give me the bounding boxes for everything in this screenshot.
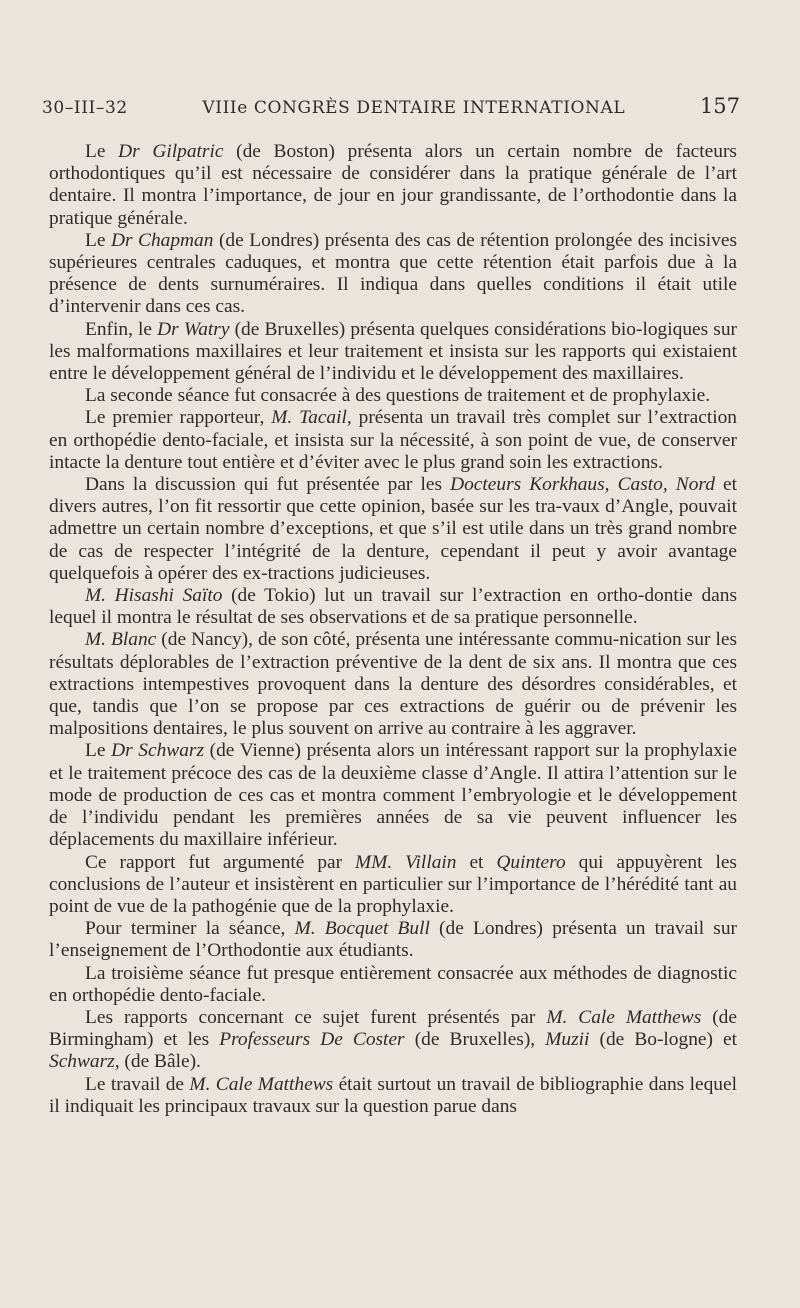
paragraph: [49, 385, 737, 407]
text-run: (de Vienne) présenta alors un intéressant rapport sur la prophylaxie et le traitement précoce des cas de la deuxième classe d’Angle. Il attira l’attention sur le mode de production de ces cas et montra comment l’embryologie et le développement de l’individu pendant les premières années de sa vie peuvent influencer les déplacements du maxillaire inférieur.: [49, 740, 737, 851]
italic-name: Dr Gilpatric: [118, 141, 224, 162]
header-date: 30–III–32: [42, 98, 128, 118]
paragraph: [49, 141, 737, 230]
italic-name: Dr Schwarz: [111, 740, 204, 762]
text-run: (de Londres) présenta des cas de rétention prolongée des incisives supérieures centrales caduques, et montra que cette rétention était parfois due à la présence de dents surnuméraires. Il indiqua dans quelles conditions il était utile d’intervenir dans ces cas.: [49, 229, 737, 318]
italic-name: M. Bocquet Bull: [294, 918, 430, 940]
paragraph: [49, 918, 737, 962]
text-run: (de Bâle).: [119, 1051, 201, 1073]
italic-name: Quintero: [496, 851, 566, 873]
text-run: Pour terminer la séance,: [85, 918, 295, 940]
text-run: Les rapports concernant ce sujet furent présentés par: [85, 1006, 547, 1028]
text-run: Dans la discussion qui fut présentée par les: [85, 474, 451, 496]
text-run: et divers autres, l’on fit ressortir que cette opinion, basée sur les tra-vaux d’Angle, pouvait admettre un certain nombre d’exceptions, et que s’il est utile dans un très grand nombre de cas de respecter l’intégrité de la denture, cependant il peut y avoir avantage quelquefois à opérer des ex-tractions judicieuses.: [49, 474, 737, 584]
italic-name: M. Blanc: [85, 629, 157, 651]
paragraph: [49, 474, 737, 585]
text-run: (de Bo-logne) et: [589, 1029, 738, 1051]
italic-name: M. Cale Matthews: [546, 1006, 702, 1028]
text-run: (de Tokio) lut un travail sur l’extraction en ortho-dontie dans lequel il montra le résultat de ses observations et de sa pratique personnelle.: [49, 585, 737, 629]
paragraph: [49, 852, 737, 919]
paragraph: [49, 1074, 737, 1118]
italic-name: M. Tacail,: [271, 407, 352, 429]
italic-name: M. Hisashi Saïto: [85, 585, 223, 607]
text-run: Le: [85, 740, 112, 762]
paragraph: [49, 407, 737, 474]
paragraph: [49, 319, 737, 386]
paragraph: [49, 1007, 737, 1074]
text-run: Le: [85, 229, 111, 251]
body-text: [49, 141, 737, 1118]
text-run: (de Londres) présenta un travail sur l’enseignement de l’Orthodontie aux étudiants.: [49, 918, 738, 962]
paragraph: [49, 585, 737, 629]
text-run: Enfin, le: [85, 318, 158, 340]
text-run: La troisième séance fut presque entièrement consacrée aux méthodes de diagnostic en orthopédie dento-faciale.: [49, 962, 737, 1006]
italic-name: Docteurs Korkhaus, Casto, Nord: [450, 474, 715, 496]
paragraph: [49, 230, 737, 319]
paragraph: [49, 740, 737, 851]
text-run: était surtout un travail de bibliographie dans lequel il indiquait les principaux travaux sur la question parue dans: [49, 1073, 737, 1117]
text-run: qui appuyèrent les conclusions de l’auteur et insistèrent en particulier sur l’importance de l’hérédité tant au point de vue de la pathogénie que de la prophylaxie.: [49, 851, 737, 917]
italic-name: Schwarz,: [49, 1051, 120, 1073]
text-run: Le premier rapporteur,: [85, 407, 272, 429]
text-run: Le travail de: [85, 1073, 190, 1095]
text-run: (de Bruxelles) présenta quelques considérations bio-logiques sur les malformations maxillaires et leur traitement et insista sur les rapports qui existaient entre le développement général de l’individu et le développement des maxillaires.: [49, 318, 737, 385]
italic-name: Professeurs De Coster: [219, 1029, 405, 1051]
italic-name: M. Cale Matthews: [189, 1073, 334, 1095]
text-run: (de Nancy), de son côté, présenta une intéressante commu-nication sur les résultats déplorables de l’extraction préventive de la dent de six ans. Il montra que ces extractions intempestives provoquent dans la denture des désordres considérables, et que, tandis que l’on se propose par ces extractions de guérir ou de prévenir les malpositions dentaires, le plus souvent on arrive au contraire à les aggraver.: [49, 629, 738, 740]
running-header: [42, 94, 740, 118]
text-run: Ce rapport fut argumenté par: [85, 851, 356, 873]
text-run: (de Birmingham) et les: [49, 1006, 737, 1051]
page-number: 157: [699, 94, 740, 118]
italic-name: Dr Watry: [157, 318, 230, 340]
paragraph: [49, 963, 737, 1007]
text-run: (de Boston) présenta alors un certain nombre de facteurs orthodontiques qu’il est nécessaire de considérer dans la pratique générale de l’art dentaire. Il montra l’importance, de jour en jour grandissante, de l’orthodontie dans la pratique générale.: [49, 141, 737, 229]
text-run: et: [456, 851, 497, 873]
text-run: (de Bruxelles),: [404, 1029, 546, 1051]
text-run: La seconde séance fut consacrée à des questions de traitement et de prophylaxie.: [85, 385, 711, 407]
italic-name: MM. Villain: [355, 851, 457, 873]
text-run: présenta un travail très complet sur l’extraction en orthopédie dento-faciale, et insista sur la nécessité, à son point de vue, de conserver intacte la denture tout entière et d’éviter avec le plus grand soin les extractions.: [49, 407, 737, 473]
italic-name: Muzii: [545, 1029, 590, 1051]
header-title: VIIIe CONGRÈS DENTAIRE INTERNATIONAL: [202, 98, 626, 118]
paragraph: [49, 629, 737, 740]
text-run: Le: [85, 141, 119, 162]
italic-name: Dr Chapman: [110, 229, 214, 251]
